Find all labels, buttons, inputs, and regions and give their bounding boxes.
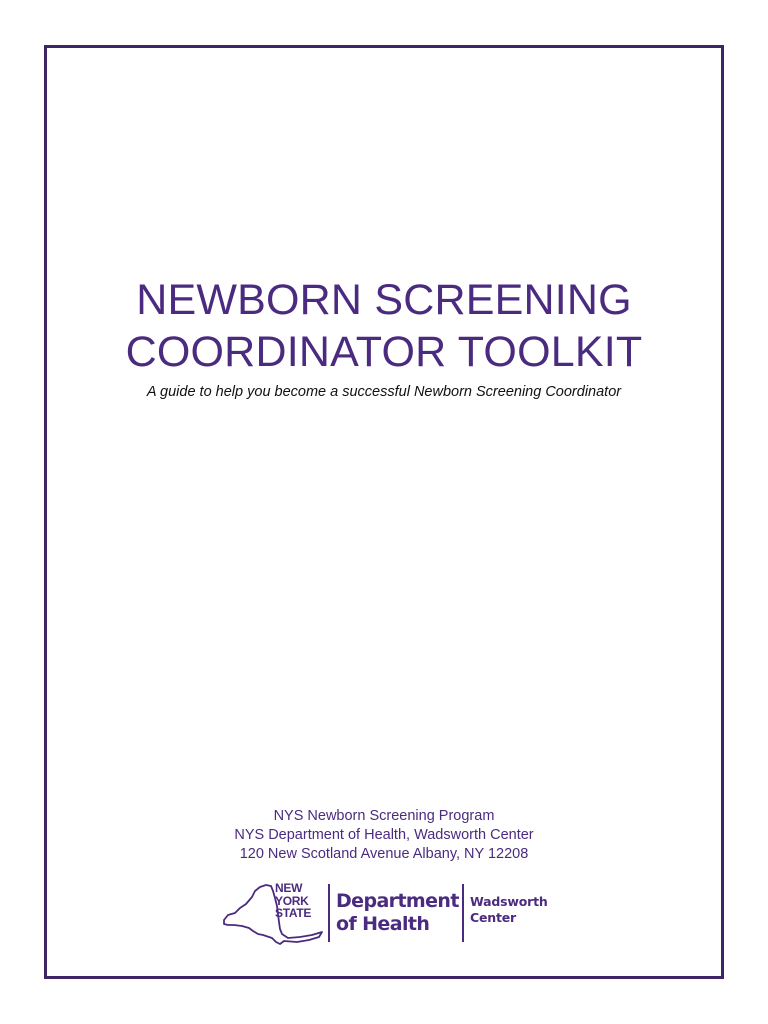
state-line-2: YORK [275, 893, 309, 908]
wadsworth-center-wordmark [470, 894, 548, 926]
address-line-1: NYS Newborn Screening Program [273, 808, 495, 824]
logo-divider [462, 884, 464, 942]
address-line-3: 120 New Scotland Avenue Albany, NY 12208 [239, 846, 529, 862]
department-line-2: of Health [336, 913, 430, 935]
department-of-health-wordmark [336, 890, 459, 936]
program-address [0, 807, 768, 864]
nys-doh-logo [222, 880, 552, 948]
new-york-state-wordmark [275, 882, 311, 920]
title-line-1: NEWBORN SCREENING [136, 276, 632, 324]
title-line-2: COORDINATOR TOOLKIT [125, 328, 643, 376]
department-line-1: Department [336, 890, 459, 912]
logo-divider [328, 884, 330, 942]
state-line-1: NEW [275, 881, 303, 895]
center-line-2: Center [470, 910, 516, 925]
address-line-2: NYS Department of Health, Wadsworth Center [234, 827, 534, 843]
document-subtitle: A guide to help you become a successful Newborn Screening Coordinator [146, 384, 622, 400]
center-line-1: Wadsworth [470, 894, 548, 909]
document-title [0, 274, 768, 378]
state-line-3: STATE [275, 906, 312, 920]
